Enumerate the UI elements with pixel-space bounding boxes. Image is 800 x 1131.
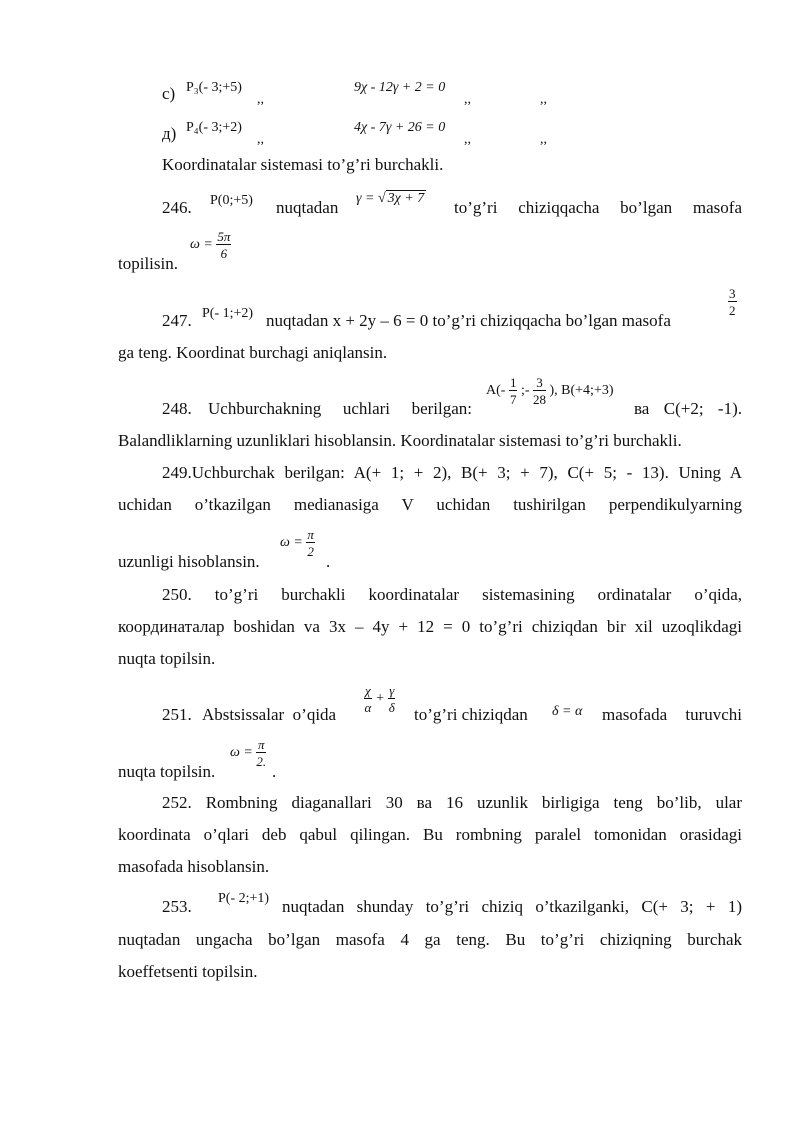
fraction-numerator: γ: [389, 683, 395, 698]
problem-250-text: 250. to’g’ri burchakli koordinatalar sistemasining ordinatalar o’qida,: [162, 585, 742, 604]
point-a-y-fraction: [533, 376, 546, 406]
item-c-comma: ,,: [464, 92, 471, 107]
problem-249-text: uzunligi hisoblansin.: [118, 552, 260, 571]
plus-sign: +: [375, 691, 385, 706]
fraction-denominator: 2: [729, 303, 736, 318]
omega-fraction: [256, 738, 266, 768]
fraction-numerator: 5π: [217, 229, 231, 244]
problem-251-text: nuqta topilsin.: [118, 762, 216, 781]
problem-249-text: uchidan o’tkazilgan medianasiga V uchidan tushirilgan perpendikulyarning: [118, 495, 742, 514]
fraction-numerator: π: [307, 527, 314, 542]
problem-248-text: Uchburchakning uchlari berilgan:: [208, 399, 472, 418]
problem-252-text: koordinata o’qlari deb qabul qilingan. Bu rombning paralel tomonidan orasidagi: [118, 825, 742, 844]
equation-lhs: γ =: [356, 191, 378, 206]
fraction-denominator: 6: [220, 246, 228, 261]
problem-248-text: Balandliklarning uzunliklari hisoblansin. Koordinatalar sistemasi to’g’ri burchakli.: [118, 431, 682, 450]
omega-fraction: [306, 528, 315, 558]
item-d-comma: ,,: [257, 132, 264, 147]
problem-246-omega: [190, 230, 231, 260]
problem-251-text: Abstsissalar o’qida: [202, 705, 337, 724]
fraction-numerator: 1: [509, 375, 517, 390]
problem-246-equation: γ = √ 3χ + 7: [356, 191, 425, 206]
equation-radicand: 3χ + 7: [387, 191, 425, 206]
fraction-denominator: δ: [388, 700, 395, 715]
problem-251-omega: [230, 738, 266, 768]
problem-248-text: ва C(+2; -1).: [634, 399, 742, 418]
fraction-denominator: α: [364, 700, 372, 715]
coordinate-note: Koordinatalar sistemasi to’g’ri burchakli.: [162, 155, 444, 174]
problem-246-text: topilisin.: [118, 254, 178, 273]
point-a-separator: ;-: [520, 383, 533, 398]
problem-249-omega: [280, 528, 315, 558]
period: .: [326, 552, 331, 571]
period: .: [272, 762, 277, 781]
problem-248-number: 248.: [162, 399, 192, 418]
problem-247-point: P(- 1;+2): [202, 306, 254, 321]
problem-246-number: 246.: [162, 198, 192, 217]
fraction-numerator: 3: [533, 376, 546, 391]
problem-247-fraction: [728, 287, 737, 317]
problem-253-text: koeffetsenti topilsin.: [118, 962, 258, 981]
point-a-x-fraction: [509, 376, 518, 406]
fraction-denominator: 7: [509, 392, 517, 407]
item-c-equation: 9χ - 12γ + 2 = 0: [354, 80, 446, 95]
problem-247-number: 247.: [162, 311, 192, 330]
problem-253-text: nuqtadan shunday to’g’ri chiziq o’tkazilganki, C(+ 3; + 1): [282, 897, 742, 916]
item-c-comma: ,,: [257, 92, 264, 107]
item-d-comma: ,,: [540, 132, 547, 147]
problem-253-text: nuqtadan ungacha bo’lgan masofa 4 ga teng. Bu to’g’ri chiziqning burchak: [118, 930, 742, 949]
problem-253-point: P(- 2;+1): [218, 891, 270, 906]
fraction-x-alpha: [364, 684, 372, 714]
distance-fraction: [728, 287, 737, 317]
item-c-label: с): [162, 84, 176, 103]
problem-246-point: P(0;+5): [210, 193, 253, 208]
omega-lhs: ω =: [230, 745, 253, 760]
problem-246-text: nuqtadan: [276, 198, 339, 217]
item-d-point: P₄(- 3;+2): [186, 120, 242, 135]
omega-lhs: ω =: [190, 237, 213, 252]
item-d-comma: ,,: [464, 132, 471, 147]
problem-247-text: ga teng. Koordinat burchagi aniqlansin.: [118, 343, 388, 362]
problem-246-text: to’g’ri chiziqqacha bo’lgan masofa: [454, 198, 742, 217]
point-a-prefix: A(-: [486, 383, 509, 398]
item-d: [162, 124, 176, 144]
problem-252-text: 252. Rombning diaganallari 30 ва 16 uzunlik birligiga teng bo’lib, ular: [162, 793, 742, 812]
item-c-comma: ,,: [540, 92, 547, 107]
item-d-equation: 4χ - 7γ + 26 = 0: [354, 120, 446, 135]
omega-fraction: [216, 230, 231, 260]
problem-251-text: masofada turuvchi: [602, 705, 742, 724]
item-c-point: P₃(- 3;+5): [186, 80, 242, 95]
fraction-numerator: 3: [729, 286, 736, 301]
problem-251-text: to’g’ri chiziqdan: [414, 705, 528, 724]
fraction-numerator: π: [257, 737, 265, 752]
problem-247-text: nuqtadan x + 2y – 6 = 0 to’g’ri chiziqqacha bo’lgan masofa: [266, 311, 671, 330]
problem-249-text: 249.Uchburchak berilgan: A(+ 1; + 2), B(+ 3; + 7), C(+ 5; - 13). Uning A: [162, 463, 742, 482]
problem-253-number: 253.: [162, 897, 192, 916]
fraction-denominator: 2: [307, 544, 314, 559]
problem-248-points: [486, 376, 614, 406]
problem-251-condition: δ = α: [552, 704, 583, 719]
problem-250-text: nuqta topilsin.: [118, 649, 216, 668]
fraction-y-delta: [388, 684, 395, 714]
point-b: ), B(+4;+3): [549, 383, 614, 398]
problem-252-text: masofada hisoblansin.: [118, 857, 270, 876]
fraction-numerator: χ: [365, 683, 371, 698]
problem-251-line-equation: [364, 684, 395, 714]
fraction-denominator: 2.: [256, 754, 267, 769]
item-d-label: д): [162, 124, 177, 143]
fraction-denominator: 28: [533, 392, 546, 407]
omega-lhs: ω =: [280, 535, 303, 550]
problem-250-text: координаталар boshidan va 3x – 4y + 12 = 0 to’g’ri chiziqdan bir xil uzoqlikdagi: [118, 617, 742, 636]
item-c: [162, 84, 175, 104]
problem-251-number: 251.: [162, 705, 192, 724]
